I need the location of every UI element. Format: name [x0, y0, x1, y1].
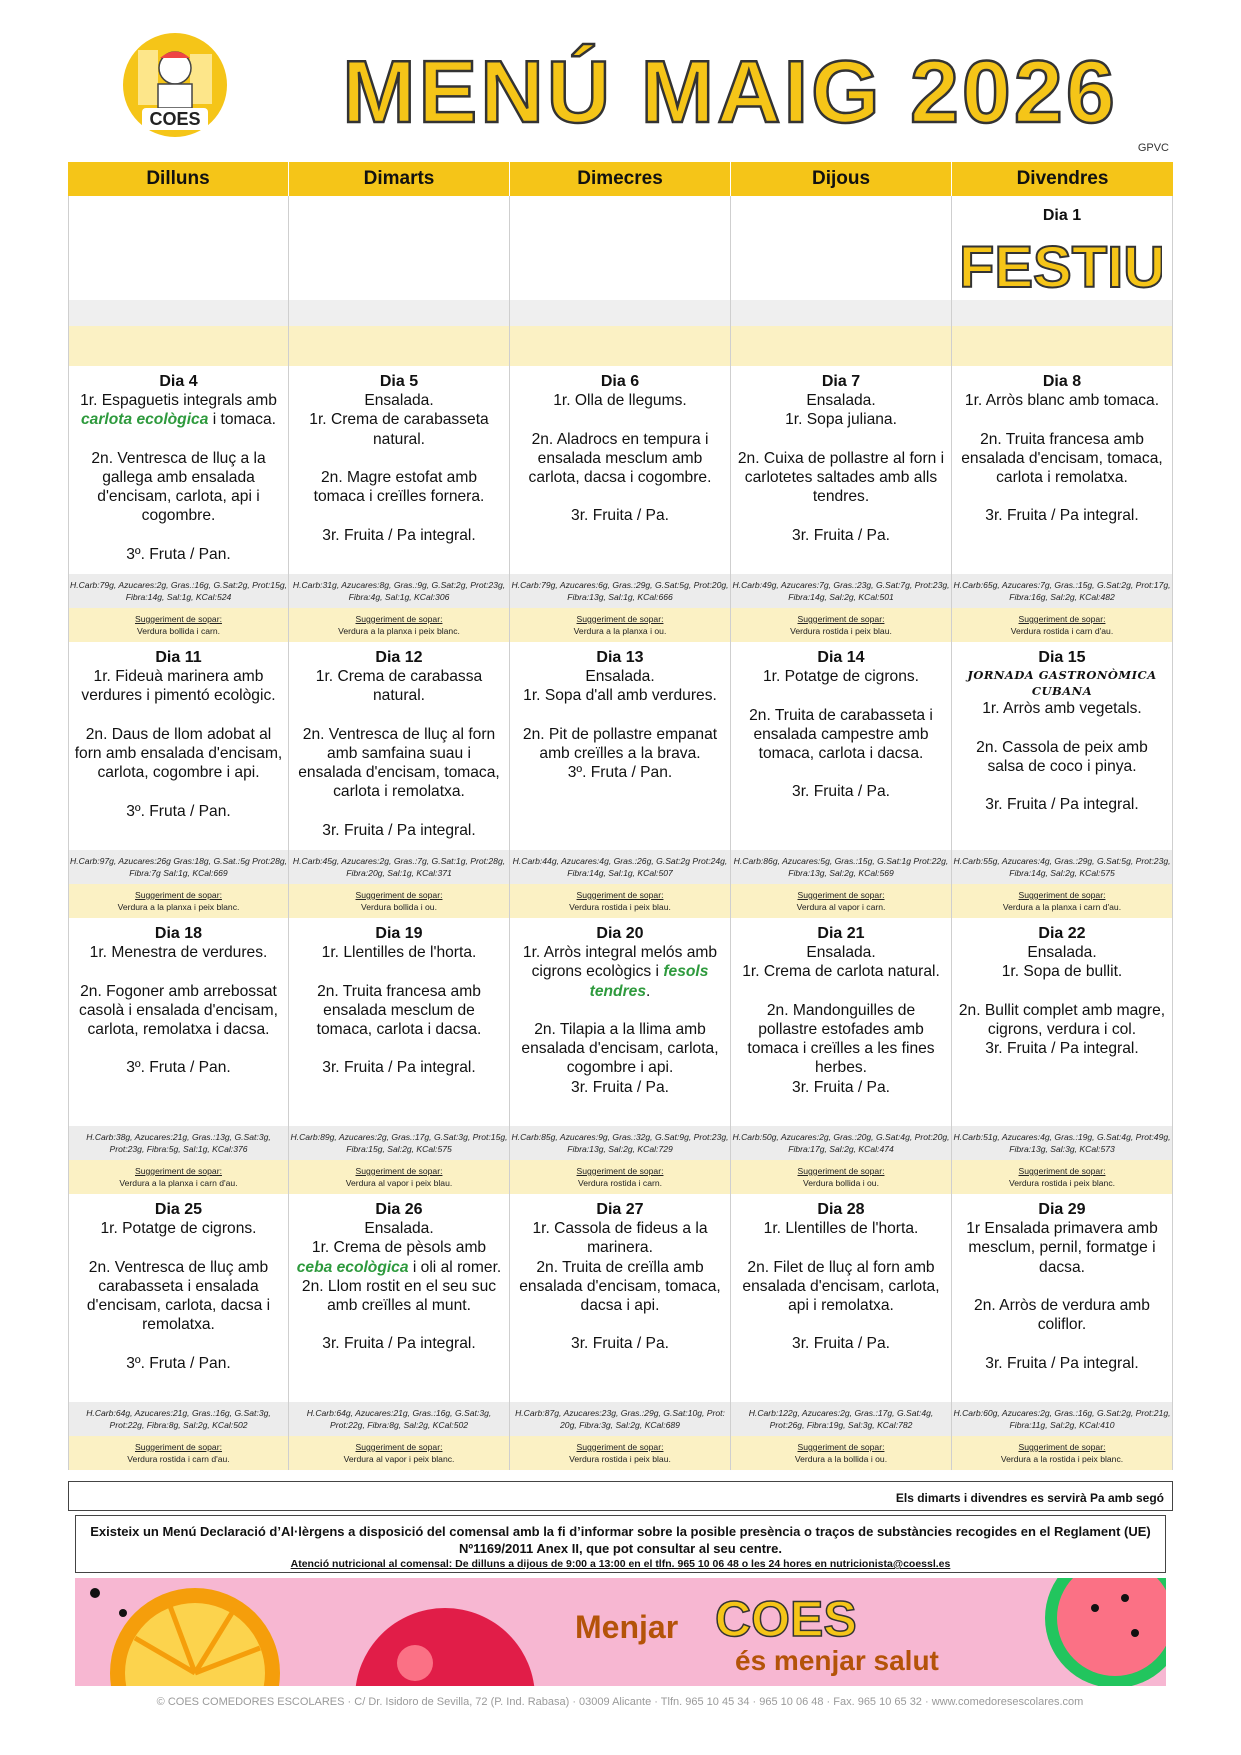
title-text: MENÚ MAIG 2026 [342, 42, 1118, 140]
menu-line: 2n. Truita francesa amb ensalada mesclum de tomaca, carlota i dacsa. [316, 982, 482, 1039]
day-number: Dia 5 [379, 373, 419, 390]
menu-line: 1r. Cassola de fideus a la marinera. [532, 1220, 708, 1257]
dinner-suggestion [289, 884, 509, 918]
menu-body [952, 918, 1172, 1126]
menu-line: 2n. Fogoner amb arrebossat casolà i ensalada d'encisam, carlota, remolatxa i dacsa. [79, 982, 278, 1039]
dinner-label: Suggeriment de sopar: [1018, 614, 1106, 624]
empty-day [289, 196, 510, 366]
menu-body [289, 366, 509, 574]
menu-body [510, 642, 730, 850]
dinner-label: Suggeriment de sopar: [1018, 890, 1106, 900]
nutrition-info: H.Carb:87g, Azucares:23g, Gras.:29g, G.Sat:10g, Prot: 20g, Fibra:3g, Sal:2g, KCal:689 [510, 1402, 730, 1436]
empty-day [68, 196, 289, 366]
nutrition-info: H.Carb:79g, Azucares:2g, Gras.:16g, G.Sat:2g, Prot:15g, Fibra:14g, Sal:1g, KCal:524 [69, 574, 288, 608]
dinner-label: Suggeriment de sopar: [355, 890, 443, 900]
dinner-label: Suggeriment de sopar: [135, 890, 222, 900]
holiday-text: FESTIU [962, 235, 1162, 296]
menu-line: Ensalada. [1027, 944, 1097, 962]
menu-line: 1r. Crema de carabasseta natural. [309, 411, 489, 448]
menu-line: 2n. Truita francesa amb ensalada d'encisam, tomaca, carlota i remolatxa. [961, 430, 1163, 487]
week-4 [68, 918, 1173, 1194]
menu-body [952, 1194, 1172, 1402]
menu-body [69, 642, 288, 850]
day-number: Dia 15 [1038, 649, 1086, 666]
nutrition-info: H.Carb:55g, Azucares:4g, Gras.:29g, G.Sat:5g, Prot:23g, Fibra:14g, Sal:2g, KCal:575 [952, 850, 1172, 884]
dinner-label: Suggeriment de sopar: [576, 890, 664, 900]
day-number: Dia 13 [596, 649, 644, 666]
day-cell [289, 642, 510, 918]
day-number: Dia 14 [817, 649, 865, 666]
nutrition-info: H.Carb:64g, Azucares:21g, Gras.:16g, G.Sat:3g, Prot:22g, Fibra:8g, Sal:2g, KCal:502 [69, 1402, 288, 1436]
dinner-suggestion [952, 608, 1172, 642]
dinner-text: Verdura rostida i carn d'au. [127, 1454, 230, 1464]
menu-line: 3r. Fruita / Pa. [792, 526, 890, 544]
dinner-text: Verdura a la rostida i peix blanc. [1000, 1454, 1124, 1464]
menu-line: 3r. Fruita / Pa integral. [985, 507, 1139, 525]
weekday-tuesday: Dimarts [289, 162, 510, 196]
dinner-text: Verdura rostida i peix blau. [790, 626, 892, 636]
menu-line: 3r. Fruita / Pa integral. [985, 1354, 1139, 1372]
day-number: Dia 1 [1042, 207, 1082, 224]
menu-line: 1r. Menestra de verdures. [89, 944, 268, 962]
dinner-label: Suggeriment de sopar: [1018, 1442, 1106, 1452]
nutrition-info: H.Carb:65g, Azucares:7g, Gras.:15g, G.Sat:2g, Prot:17g, Fibra:16g, Sal:2g, KCal:482 [952, 574, 1172, 608]
day-number: Dia 29 [1038, 1201, 1086, 1218]
dinner-label: Suggeriment de sopar: [1018, 1166, 1106, 1176]
menu-line: 2n. Mandonguilles de pollastre estofades amb tomaca i creïlles a les fines herbes. [747, 1001, 935, 1077]
day-cell [289, 1194, 510, 1470]
menu-line: 2n. Ventresca de lluç al forn amb samfaina suau i ensalada d'encisam, tomaca, carlota i remolatxa. [298, 725, 500, 801]
menu-line: 1r. Olla de llegums. [553, 392, 687, 410]
day-cell [68, 642, 289, 918]
day-number: Dia 22 [1038, 925, 1086, 942]
eco-ingredient: carlota ecològica [80, 411, 209, 429]
weekday-wednesday: Dimecres [510, 162, 731, 196]
menu-line: 2n. Pit de pollastre empanat amb creïlles a la brava. [522, 725, 718, 763]
day-cell [68, 366, 289, 642]
dinner-label: Suggeriment de sopar: [797, 614, 885, 624]
dinner-label: Suggeriment de sopar: [135, 1442, 222, 1452]
dinner-text: Verdura rostida i carn. [577, 1178, 663, 1188]
dinner-suggestion [289, 1436, 509, 1470]
nutrition-contact: Atenció nutricional al comensal: De dilluns a dijous de 9:00 a 13:00 en el tlfn. 965 10 06 48 o les 24 hores en nutricionista@coessl.es [290, 1558, 951, 1570]
dinner-text: Verdura a la planxa i carn d'au. [1002, 902, 1122, 912]
week-2 [68, 366, 1173, 642]
dinner-suggestion [510, 1436, 730, 1470]
day-cell [510, 366, 731, 642]
nutrition-info: H.Carb:79g, Azucares:6g, Gras.:29g, G.Sat:5g, Prot:20g, Fibra:13g, Sal:1g, KCal:666 [510, 574, 730, 608]
nutrition-info: H.Carb:60g, Azucares:2g, Gras.:16g, G.Sat:2g, Prot:21g, Fibra:11g, Sal:2g, KCal:410 [952, 1402, 1172, 1436]
day-cell [510, 1194, 731, 1470]
dinner-suggestion [289, 608, 509, 642]
menu-code: GPVC [1137, 142, 1169, 154]
dinner-text: Verdura a la planxa i peix blanc. [117, 902, 240, 912]
menu-line: i tomaca. [208, 411, 276, 429]
page-title [290, 40, 1170, 140]
menu-line: 3r. Fruita / Pa. [571, 1078, 669, 1096]
bread-note: Els dimarts i divendres es servirà Pa amb segó [68, 1481, 1173, 1511]
menu-body [69, 918, 288, 1126]
dinner-suggestion [952, 884, 1172, 918]
dinner-text: Verdura a la planxa i peix blanc. [338, 626, 460, 636]
dinner-suggestion [69, 1160, 288, 1194]
nutrition-info: H.Carb:89g, Azucares:2g, Gras.:17g, G.Sat:3g, Prot:15g, Fibra:15g, Sal:2g, KCal:575 [289, 1126, 509, 1160]
day-number: Dia 8 [1042, 373, 1082, 390]
day-cell [289, 918, 510, 1194]
menu-line: 2n. Filet de lluç al forn amb ensalada d'encisam, carlota, api i remolatxa. [742, 1258, 940, 1315]
menu-line: 1r Ensalada primavera amb mesclum, pernil, formatge i dacsa. [966, 1220, 1158, 1276]
day-cell [510, 918, 731, 1194]
dinner-label: Suggeriment de sopar: [135, 1166, 222, 1176]
banner-word2: COES [715, 1591, 857, 1647]
menu-body [510, 366, 730, 574]
menu-line: . [646, 982, 651, 1000]
promo-banner [75, 1578, 1166, 1686]
menu-body [289, 1194, 509, 1402]
menu-line: 1r. Potatge de cigrons. [100, 1220, 257, 1238]
dinner-text: Verdura bollida i ou. [803, 1178, 879, 1188]
dinner-text: Verdura a la bollida i ou. [794, 1454, 888, 1464]
menu-line: 1r. Crema de carlota natural. [742, 963, 940, 981]
dinner-suggestion [510, 1160, 730, 1194]
menu-line: 1r. Llentilles de l'horta. [321, 944, 477, 962]
menu-line: 1r. Potatge de cigrons. [762, 668, 920, 686]
dinner-label: Suggeriment de sopar: [355, 1166, 443, 1176]
menu-line: i oli al romer. [408, 1258, 502, 1276]
empty-day [510, 196, 731, 366]
day-cell [952, 366, 1173, 642]
day-number: Dia 4 [159, 373, 198, 390]
menu-line: 1r. Llentilles de l'horta. [763, 1220, 919, 1238]
menu-line: 3r. Fruita / Pa. [792, 1078, 890, 1096]
day-cell [731, 642, 952, 918]
menu-line: 3r. Fruita / Pa integral. [985, 1040, 1139, 1058]
nutrition-info: H.Carb:51g, Azucares:4g, Gras.:19g, G.Sat:4g, Prot:49g, Fibra:13g, Sal:3g, KCal:573 [952, 1126, 1172, 1160]
menu-body [69, 366, 288, 574]
dinner-suggestion [69, 1436, 288, 1470]
weekday-thursday: Dijous [731, 162, 952, 196]
menu-body [510, 1194, 730, 1402]
dinner-suggestion [952, 1436, 1172, 1470]
dinner-label: Suggeriment de sopar: [576, 614, 664, 624]
dinner-label: Suggeriment de sopar: [797, 890, 885, 900]
day-number: Dia 7 [821, 373, 861, 390]
day-cell [289, 366, 510, 642]
dinner-text: Verdura rostida i peix blau. [569, 1454, 671, 1464]
menu-line: 1r. Sopa d'all amb verdures. [523, 687, 717, 705]
nutrition-info: H.Carb:86g, Azucares:5g, Gras.:15g, G.Sat:1g Prot:22g, Fibra:13g, Sal:2g, KCal:569 [731, 850, 951, 884]
menu-line: 3º. Fruta / Pan. [126, 1354, 231, 1372]
menu-line: 3r. Fruita / Pa integral. [322, 821, 476, 839]
menu-line: 3r. Fruita / Pa. [792, 1335, 890, 1353]
dinner-suggestion [731, 1160, 951, 1194]
menu-body [952, 642, 1172, 850]
dinner-text: Verdura al vapor i peix blau. [345, 1178, 453, 1188]
day-cell [731, 918, 952, 1194]
day-cell [952, 642, 1173, 918]
dinner-suggestion [510, 608, 730, 642]
menu-line: Ensalada. [806, 392, 876, 410]
day-cell-holiday [952, 196, 1173, 366]
day-number: Dia 12 [375, 649, 423, 666]
menu-body [952, 366, 1172, 574]
allergen-notice: Existeix un Menú Declaració d’Al·lèrgens a disposició del comensal amb la fi d’informar sobre la posible presència o traços de substàncies recogides en el Reglament (UE) Nº1169/2011 Anex II, que pot consultar al seu centre. [90, 1524, 1151, 1556]
menu-line: 2n. Cassola de peix amb salsa de coco i pinya. [976, 738, 1148, 775]
day-number: Dia 11 [155, 649, 202, 666]
banner-word3: és menjar salut [735, 1645, 939, 1676]
menu-line: 3º. Fruta / Pan. [126, 545, 231, 563]
menu-line: 1r. Sopa juliana. [785, 411, 897, 429]
day-cell [68, 918, 289, 1194]
menu-body [69, 1194, 288, 1402]
weekday-friday: Divendres [1016, 168, 1109, 189]
menu-body [289, 642, 509, 850]
nutrition-info: H.Carb:44g, Azucares:4g, Gras.:26g, G.Sat:2g Prot:24g, Fibra:14g, Sal:1g, KCal:507 [510, 850, 730, 884]
menu-line: 1r. Sopa de bullit. [1001, 963, 1123, 981]
menu-line: 2n. Arròs de verdura amb coliflor. [974, 1297, 1150, 1334]
day-number: Dia 28 [817, 1201, 865, 1218]
menu-line: 3r. Fruita / Pa. [792, 783, 890, 801]
menu-line: 2n. Daus de llom adobat al forn amb ensalada d'encisam, carlota, cogombre i api. [74, 725, 283, 782]
nutrition-info: H.Carb:85g, Azucares:9g, Gras.:32g, G.Sat:9g, Prot:23g, Fibra:13g, Sal:2g, KCal:729 [510, 1126, 730, 1160]
menu-line: Ensalada. [806, 944, 876, 962]
day-number: Dia 6 [600, 373, 640, 390]
day-number: Dia 26 [375, 1201, 423, 1218]
day-cell [952, 1194, 1173, 1470]
menu-line: 2n. Aladrocs en tempura i ensalada mesclum amb carlota, dacsa i cogombre. [528, 430, 712, 487]
day-number: Dia 20 [596, 925, 644, 942]
day-number: Dia 21 [817, 925, 865, 942]
menu-line: Ensalada. [585, 668, 655, 686]
dinner-text: Verdura a la planxa i ou. [573, 626, 667, 636]
menu-line: 2n. Cuixa de pollastre al forn i carlotetes saltades amb alls tendres. [737, 449, 945, 506]
menu-line: 1r. Arròs blanc amb tomaca. [964, 392, 1160, 410]
dinner-label: Suggeriment de sopar: [797, 1166, 885, 1176]
nutrition-info: H.Carb:122g, Azucares:2g, Gras.:17g, G.Sat:4g, Prot:26g, Fibra:19g, Sal:3g, KCal:782 [731, 1402, 951, 1436]
day-number: Dia 19 [375, 925, 423, 942]
eco-ingredient: ceba ecològica [296, 1258, 409, 1276]
coes-logo [120, 30, 230, 140]
dinner-suggestion [731, 884, 951, 918]
holiday-label [962, 233, 1162, 295]
nutrition-info: H.Carb:97g, Azucares:26g Gras:18g, G.Sat.:5g Prot:28g, Fibra:7g Sal:1g, KCal:669 [69, 850, 288, 884]
dinner-suggestion [731, 608, 951, 642]
week-5 [68, 1194, 1173, 1470]
special-event: JORNADA GASTRONÒMICA CUBANA [967, 668, 1157, 699]
dinner-suggestion [510, 884, 730, 918]
menu-body [289, 918, 509, 1126]
day-number: Dia 25 [154, 1201, 203, 1218]
weeks-container [68, 366, 1173, 1470]
dinner-text: Verdura bollida i ou. [361, 902, 437, 912]
dinner-text: Verdura a la planxa i carn d'au. [119, 1178, 238, 1188]
dinner-text: Verdura bollida i carn. [136, 626, 221, 636]
dinner-suggestion [731, 1436, 951, 1470]
day-cell [952, 918, 1173, 1194]
menu-body [731, 366, 951, 574]
menu-body [731, 1194, 951, 1402]
dinner-label: Suggeriment de sopar: [576, 1442, 664, 1452]
menu-line: 3º. Fruta / Pan. [567, 764, 673, 782]
day-number: Dia 27 [596, 1201, 644, 1218]
nutrition-info: H.Carb:49g, Azucares:7g, Gras.:23g, G.Sat:7g, Prot:23g, Fibra:14g, Sal:2g, KCal:501 [731, 574, 951, 608]
dinner-label: Suggeriment de sopar: [135, 614, 222, 624]
dinner-label: Suggeriment de sopar: [355, 1442, 443, 1452]
day-cell [731, 1194, 952, 1470]
menu-line: 1r. Arròs integral melós amb cigrons ecològics i [522, 944, 718, 981]
weekday-header [68, 162, 1173, 196]
menu-line: 3r. Fruita / Pa integral. [322, 1335, 476, 1353]
footer: © COES COMEDORES ESCOLARES · C/ Dr. Isidoro de Sevilla, 72 (P. Ind. Rabasa) · 03009 Alicante · Tlfn. 965 10 45 34 · 965 10 06 48 · Fax. 965 10 65 32 · www.comedoresescolares.com [156, 1696, 1084, 1708]
nutrition-info: H.Carb:38g, Azucares:21g, Gras.:13g, G.Sat:3g, Prot:23g, Fibra:5g, Sal:1g, KCal:376 [69, 1126, 288, 1160]
nutrition-info: H.Carb:64g, Azucares:21g, Gras.:16g, G.Sat:3g, Prot:22g, Fibra:8g, Sal:2g, KCal:502 [289, 1402, 509, 1436]
dinner-suggestion [952, 1160, 1172, 1194]
empty-day [731, 196, 952, 366]
day-cell [731, 366, 952, 642]
menu-line: 3r. Fruita / Pa integral. [322, 526, 476, 544]
dinner-text: Verdura rostida i peix blau. [569, 902, 671, 912]
menu-body [731, 642, 951, 850]
menu-line: 2n. Ventresca de lluç amb carabasseta i ensalada d'encisam, carlota, dacsa i remolatxa. [86, 1258, 271, 1334]
menu-line: 1r. Espaguetis integrals amb [80, 392, 277, 410]
menu-line: Ensalada. [364, 392, 434, 410]
menu-line: 2n. Llom rostit en el seu suc amb creïlles al munt. [301, 1277, 497, 1315]
dinner-text: Verdura rostida i carn d'au. [1010, 626, 1114, 636]
menu-line: 2n. Truita de creïlla amb ensalada d'encisam, tomaca, dacsa i api. [519, 1258, 721, 1315]
dinner-suggestion [289, 1160, 509, 1194]
weekday-monday: Dilluns [68, 162, 289, 196]
allergen-notice-box [75, 1515, 1166, 1573]
menu-line: 3r. Fruita / Pa integral. [322, 1059, 476, 1077]
nutrition-info: H.Carb:45g, Azucares:2g, Gras.:7g, G.Sat:1g, Prot:28g, Fibra:20g, Sal:1g, KCal:371 [289, 850, 509, 884]
menu-line: 2n. Truita de carabasseta i ensalada campestre amb tomaca, carlota i dacsa. [749, 706, 933, 763]
menu-line: 3r. Fruita / Pa. [571, 1335, 669, 1353]
menu-line: 3r. Fruita / Pa. [571, 507, 669, 525]
week-1 [68, 196, 1173, 366]
dinner-text: Verdura rostida i peix blanc. [1008, 1178, 1116, 1188]
eco-ingredient: fesols tendres [589, 963, 709, 1000]
day-number: Dia 18 [154, 925, 203, 942]
dinner-text: Verdura al vapor i carn. [796, 902, 886, 912]
day-cell [68, 1194, 289, 1470]
dinner-text: Verdura al vapor i peix blanc. [343, 1454, 455, 1464]
dinner-label: Suggeriment de sopar: [797, 1442, 885, 1452]
dinner-suggestion [69, 884, 288, 918]
menu-line: 1r. Crema de pèsols amb [311, 1239, 487, 1257]
dinner-label: Suggeriment de sopar: [576, 1166, 664, 1176]
banner-word1: Menjar [575, 1609, 679, 1645]
menu-line: 1r. Arròs amb vegetals. [982, 700, 1142, 718]
nutrition-info: H.Carb:31g, Azucares:8g, Gras.:9g, G.Sat:2g, Prot:23g, Fibra:4g, Sal:1g, KCal:306 [289, 574, 509, 608]
menu-line: 2n. Magre estofat amb tomaca i creïlles fornera. [313, 469, 485, 506]
menu-line: 3º. Fruta / Pan. [126, 1059, 231, 1077]
dinner-suggestion [69, 608, 288, 642]
menu-body [731, 918, 951, 1126]
nutrition-info: H.Carb:50g, Azucares:2g, Gras.:20g, G.Sat:4g, Prot:20g, Fibra:17g, Sal:2g, KCal:474 [731, 1126, 951, 1160]
week-3 [68, 642, 1173, 918]
menu-line: 2n. Ventresca de lluç a la gallega amb ensalada d'encisam, carlota, api i cogombre. [91, 449, 266, 525]
day-cell [510, 642, 731, 918]
menu-line: 2n. Bullit complet amb magre, cigrons, verdura i col. [958, 1001, 1166, 1039]
logo-text: COES [149, 109, 201, 129]
menu-body [510, 918, 730, 1126]
menu-line: 1r. Fideuà marinera amb verdures i pimentó ecològic. [81, 668, 276, 705]
menu-line: 2n. Tilapia a la llima amb ensalada d'encisam, carlota, cogombre i api. [521, 1021, 719, 1077]
menu-grid [68, 162, 1173, 1470]
menu-line: 3r. Fruita / Pa integral. [985, 796, 1139, 814]
dinner-label: Suggeriment de sopar: [355, 614, 443, 624]
menu-line: 1r. Crema de carabassa natural. [315, 668, 483, 705]
menu-line: Ensalada. [364, 1220, 434, 1238]
menu-line: 3º. Fruta / Pan. [126, 802, 231, 820]
